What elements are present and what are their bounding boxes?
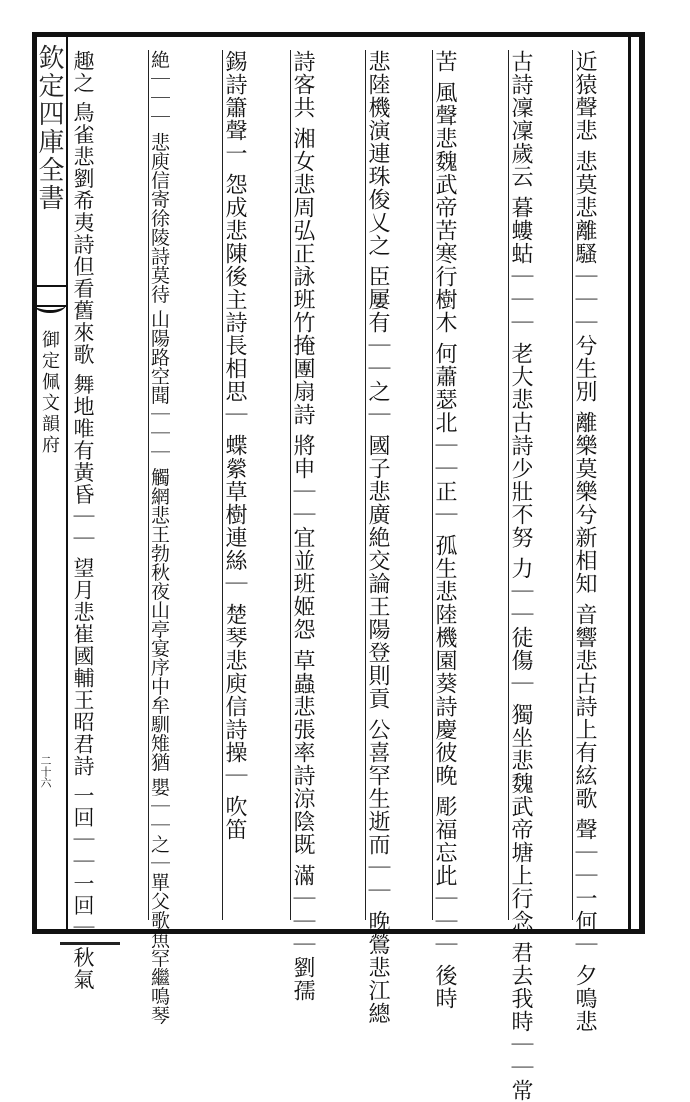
column-text: 苦 風聲悲魏武帝苦寒行樹木 何蕭瑟北｜｜正｜ 孤生悲陸機園葵詩慶彼晚 彫福忘此｜｜｜ 後時 bbox=[432, 50, 457, 1010]
column-text: 詩客共 湘女悲周弘正詠班竹掩團扇詩 將申｜｜宜並班姬怨 草蟲悲張率詩涼陰既 滿｜｜｜劉孺 bbox=[290, 50, 315, 1002]
column-text: 趣之 鳥雀悲劉希夷詩但看舊來歌 舞地唯有黃昏｜｜ 望月悲崔國輔王昭君詩 一回｜｜一回｜ 秋氣 bbox=[71, 50, 95, 991]
page-number: 二十六 bbox=[39, 755, 52, 788]
text-column bbox=[572, 50, 618, 1033]
column-text: 錫詩簫聲一 怨成悲陳後主詩長相思｜ 蝶縈草樹連絲｜ 楚琴悲庾信詩操｜ 吹笛 bbox=[222, 50, 247, 841]
column-text: 悲陸機演連珠俊乂之 臣屢有｜｜之｜ 國子悲廣絶交論王陽登則貢 公喜罕生逝而｜｜ 晚鶯悲江總 bbox=[365, 50, 390, 1025]
page-bottom-mark bbox=[60, 942, 120, 951]
text-column bbox=[71, 50, 118, 991]
fish-tail-curve bbox=[34, 296, 66, 313]
column-text: 絶｜｜｜ 悲庾信寄徐陵詩莫待 山陽路空聞｜｜｜ 觸網悲王勃秋夜山亭宴序中牟馴雉猶 嬰｜｜之｜單父歌魚罕繼鳴琴 bbox=[148, 50, 170, 1025]
text-column bbox=[222, 50, 268, 920]
book-title: 欽定四庫全書 bbox=[34, 44, 64, 212]
column-text: 古詩凜凜歲云 暮螻蛄｜｜｜ 老大悲古詩少壯不努 力｜｜徒傷｜ 獨坐悲魏武帝塘上行念 君去我時｜｜常 bbox=[508, 50, 533, 1102]
inner-border-line bbox=[628, 32, 631, 934]
text-column bbox=[290, 50, 336, 1002]
text-column bbox=[508, 50, 554, 1102]
running-title: 御定佩文韻府 bbox=[39, 330, 60, 456]
text-column bbox=[365, 50, 411, 1025]
column-text: 近猿聲悲 悲莫悲離騷｜｜｜兮生別 離樂莫樂兮新相知 音響悲古詩上有絃歌 聲｜｜一何｜ 夕鳴悲 bbox=[572, 50, 597, 1033]
text-column bbox=[148, 50, 194, 1025]
text-column bbox=[432, 50, 478, 1010]
